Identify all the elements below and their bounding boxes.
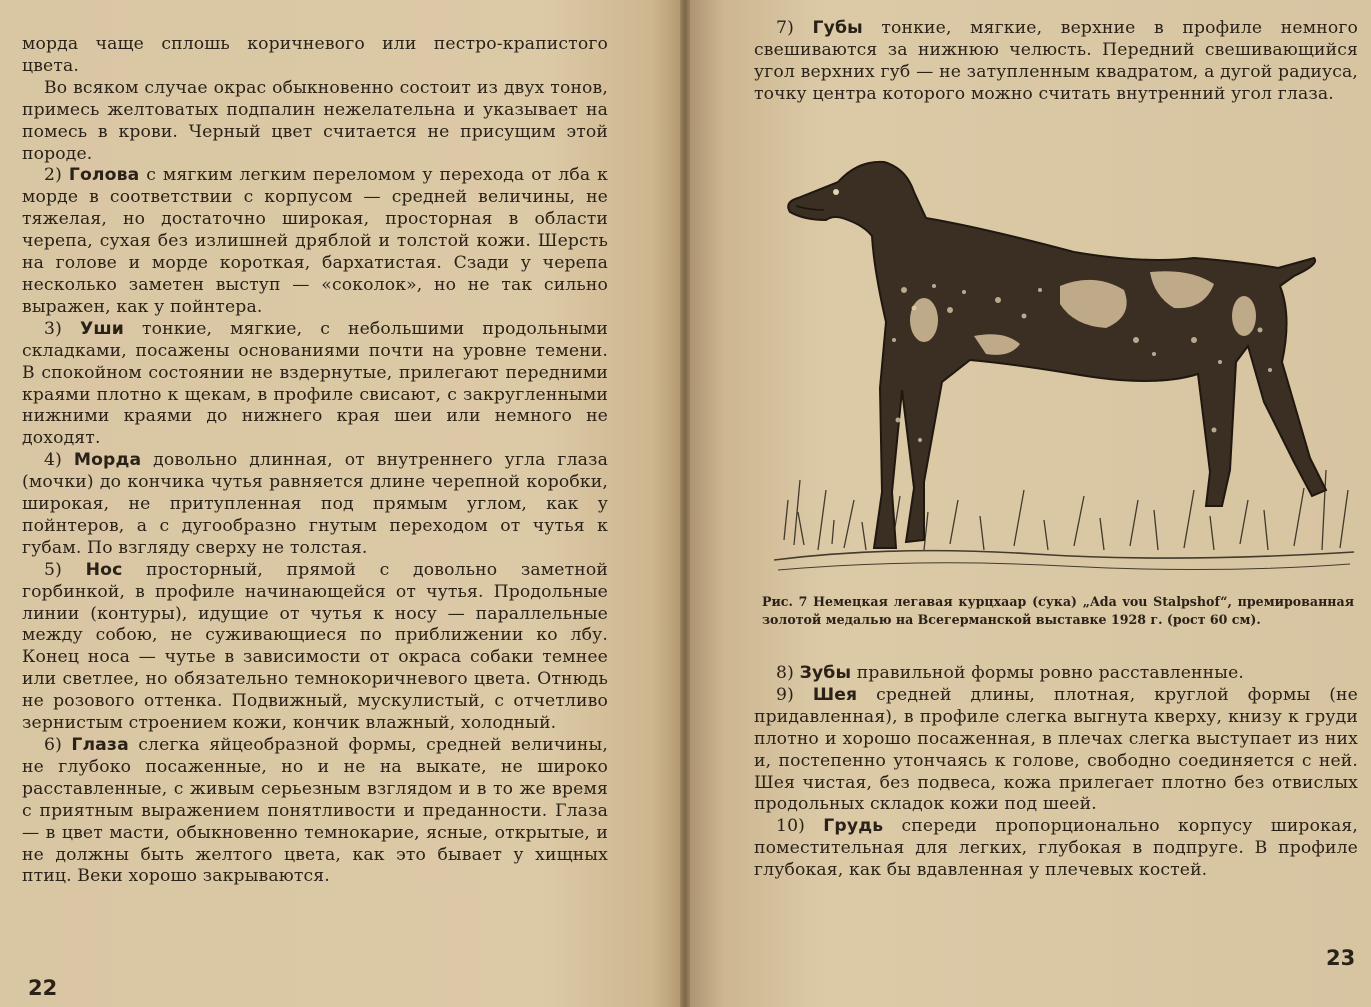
paragraph-text: средней длины, плотная, круглой формы (не придавленная), в профиле слегка выгнута кверху, книзу к груди плотно и хорошо посаженная, в плечах слегка выступает из них и, постепенно утончаясь к голове, свободно соединяется с ней. Шея чистая, без подвеса, кожа прилегает плотно без отвислых продольных складок кожи под шеей.	[754, 684, 1358, 815]
paragraph-text: просторный, прямой с довольно заметной горбинкой, в профиле начинающейся от чутья. Продольные линии (контуры), идущие от чутья к носу — параллельные между собою, не суживающиеся по приближении ко лбу. Конец носа — чутье в зависимости от окраса собаки темнее или светлее, но обязательно темнокоричневого цвета. Отнюдь не розового оттенка. Подвижный, мускулистый, с отчетливо зернистым строением кожи, кончик влажный, холодный.	[22, 559, 608, 734]
paragraph-head	[22, 165, 608, 318]
section-heading: Зубы	[799, 663, 852, 683]
paragraph-neck	[754, 685, 1358, 816]
dog-illustration	[774, 140, 1354, 595]
paragraph-eyes	[22, 735, 608, 888]
right-page-bottom-text	[754, 663, 1358, 882]
right-page-top-text	[754, 18, 1358, 106]
item-number: 9)	[776, 684, 794, 705]
item-number: 3)	[44, 318, 62, 339]
section-heading: Грудь	[823, 816, 884, 837]
section-heading: Голова	[68, 165, 140, 186]
paragraph: морда чаще сплошь коричневого или пестро-крапистого цвета.	[22, 34, 608, 76]
paragraph-nose	[22, 560, 608, 735]
paragraph-text: с мягким легким переломом у перехода от лба к морде в соответствии с корпусом — средней величины, не тяжелая, но достаточно широкая, просторная в области черепа, сухая без излишней дряблой и толстой кожи. Шерсть на голове и морде короткая, бархатистая. Сзади у черепа несколько заметен выступ — «соколок», но не так сильно выражен, как у пойнтера.	[22, 165, 608, 317]
right-page	[690, 0, 1371, 1007]
paragraph-text: правильной формы ровно расставленные.	[856, 663, 1245, 683]
paragraph-text: слегка яйцеобразной формы, средней величины, не глубоко посаженные, но и не на выкате, не широко расставленные, с живым серьезным взглядом и в то же время с приятным выражением понятливости и преданности. Глаза — в цвет масти, обыкновенно темнокарие, ясные, открытые, и не должны быть желтого цвета, как это бывает у хищных птиц. Веки хорошо закрываются.	[22, 735, 608, 887]
section-heading: Уши	[79, 318, 124, 339]
section-heading: Глаза	[71, 735, 129, 755]
paragraph-text: довольно длинная, от внутреннего угла глаза (мочки) до кончика чутья равняется длине черепной коробки, широкая, не притупленная под прямым углом, как у пойнтеров, а с дугообразно гнутым переходом от чутья к губам. По взгляду сверху не толстая.	[22, 450, 608, 558]
item-number: 8)	[776, 663, 794, 683]
dog-engraving-image	[774, 140, 1354, 595]
section-heading: Шея	[812, 684, 858, 705]
paragraph-muzzle	[22, 450, 608, 560]
item-number: 7)	[776, 18, 794, 38]
figure-caption: Рис. 7 Немецкая легавая курцхаар (сука) „Ada vou Stalpshof“, премированная золотой медалью на Всегерманской выставке 1928 г. (рост 60 см).	[762, 594, 1354, 627]
item-number: 10)	[776, 816, 806, 837]
left-page	[0, 0, 680, 1007]
page-number: 22	[28, 976, 58, 1000]
paragraph-teeth	[754, 663, 1358, 685]
paragraph-lips	[754, 18, 1358, 106]
left-page-text	[22, 34, 608, 888]
paragraph-ears	[22, 319, 608, 450]
section-heading: Губы	[812, 18, 863, 38]
section-heading: Нос	[85, 559, 123, 580]
paragraph: Во всяком случае окрас обыкновенно состоит из двух тонов, примесь желтоватых подпалин нежелательна и указывает на помесь в крови. Черный цвет считается не присущим этой породе.	[22, 77, 608, 164]
item-number: 2)	[44, 165, 62, 186]
item-number: 6)	[44, 735, 62, 755]
paragraph-text: спереди пропорционально корпусу широкая, поместительная для легких, глубокая в подпруге. В профиле глубокая, как бы вдавленная у плечевых костей.	[754, 816, 1358, 881]
section-heading: Морда	[73, 450, 142, 471]
item-number: 4)	[44, 450, 62, 471]
book-gutter	[680, 0, 690, 1007]
paragraph-text: тонкие, мягкие, с небольшими продольными складками, посажены основаниями почти на уровне темени. В спокойном состоянии не вздернутые, прилегают передними краями плотно к щекам, в профиле свисают, с закругленными нижними краями до нижнего края шеи или немного не доходят.	[22, 318, 608, 449]
page-number: 23	[1326, 946, 1356, 970]
paragraph-chest	[754, 816, 1358, 882]
item-number: 5)	[44, 559, 62, 580]
paragraph-text: тонкие, мягкие, верхние в профиле немного свешиваются за нижнюю челюсть. Передний свешивающийся угол верхних губ — не затупленным квадратом, а дугой радиуса, точку центра которого можно считать внутренний угол глаза.	[754, 18, 1358, 104]
